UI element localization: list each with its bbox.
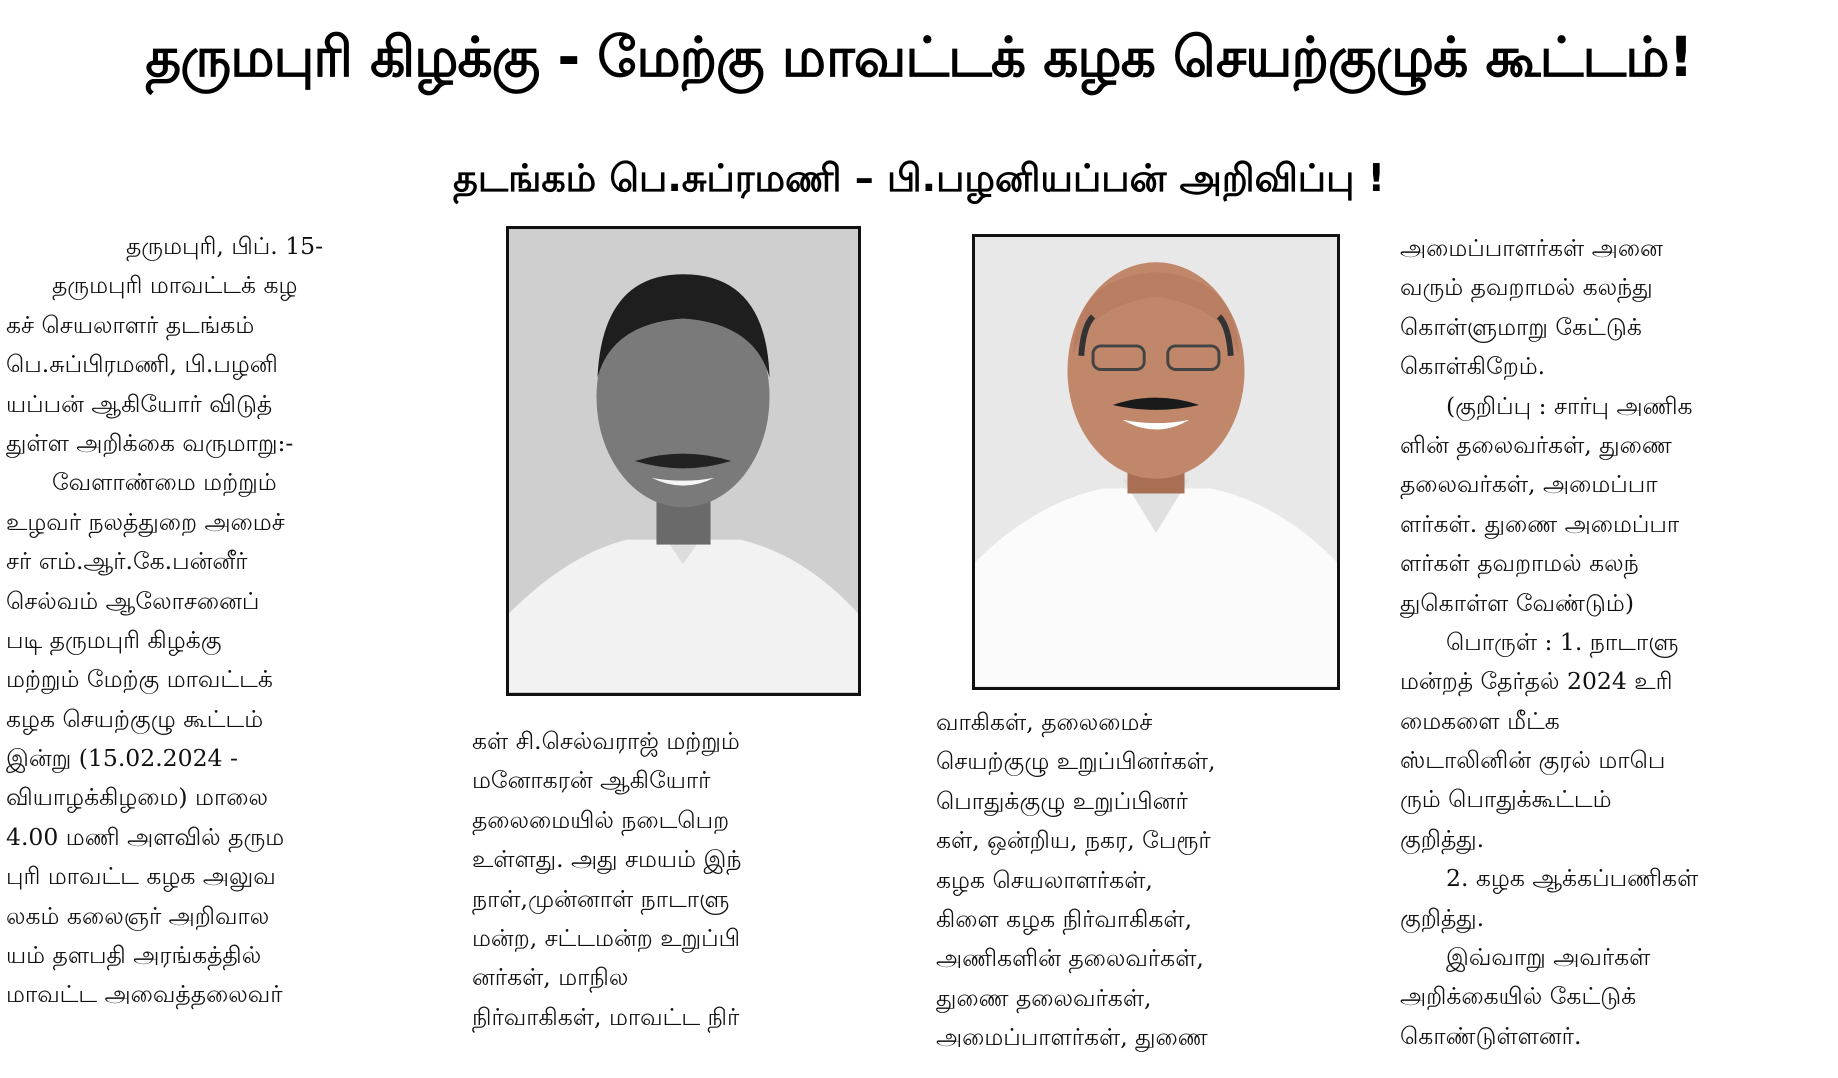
article-column-2 xyxy=(472,722,908,1037)
column-line: மாவட்ட அவைத்தலைவர் xyxy=(6,980,283,1009)
column-line: படி தருமபுரி கிழக்கு xyxy=(6,625,222,654)
column-line: செயற்குழு உறுப்பினர்கள், xyxy=(936,747,1216,776)
column-line: செல்வம் ஆலோசனைப் xyxy=(6,586,260,615)
column-line: அணிகளின் தலைவர்கள், xyxy=(936,944,1204,973)
column-line: மனோகரன் ஆகியோர் xyxy=(472,766,711,795)
column-line: வேளாண்மை மற்றும் xyxy=(52,468,277,497)
column-line: மற்றும் மேற்கு மாவட்டக் xyxy=(6,665,273,694)
column-line: ளர்கள் தவறாமல் கலந் xyxy=(1400,549,1639,578)
column-line: துள்ள அறிக்கை வருமாறு:- xyxy=(6,428,294,457)
column-line: பொதுக்குழு உறுப்பினர் xyxy=(936,786,1188,815)
column-line: வரும் தவறாமல் கலந்து xyxy=(1400,273,1653,302)
headline: தருமபுரி கிழக்கு - மேற்கு மாவட்டக் கழக செயற்குழுக் கூட்டம்! xyxy=(145,25,1693,89)
dateline: தருமபுரி, பிப். 15- xyxy=(126,232,324,260)
column-line: நிர்வாகிகள், மாவட்ட நிர் xyxy=(472,1002,740,1031)
article-column-1 xyxy=(6,227,446,1015)
article-column-4 xyxy=(1400,229,1832,1056)
column-line: கொண்டுள்ளனர். xyxy=(1400,1021,1582,1050)
column-line: வியாழக்கிழமை) மாலை xyxy=(6,783,268,812)
column-line: தலைமையில் நடைபெற xyxy=(472,805,730,834)
column-line: நாள்,முன்னாள் நாடாளு xyxy=(472,884,730,913)
column-line: இவ்வாறு அவர்கள் xyxy=(1446,943,1651,972)
column-line: அறிக்கையில் கேட்டுக் xyxy=(1400,982,1637,1011)
portrait-silhouette-2 xyxy=(975,237,1337,687)
column-line: சர் எம்.ஆர்.கே.பன்னீர் xyxy=(6,547,248,576)
column-line: பெ.சுப்பிரமணி, பி.பழனி xyxy=(6,350,278,379)
column-line: துகொள்ள வேண்டும்) xyxy=(1400,588,1634,617)
column-line: னர்கள், மாநில xyxy=(472,963,629,992)
column-line: கழக செயலாளர்கள், xyxy=(936,865,1153,894)
column-line: குறித்து. xyxy=(1400,824,1485,853)
column-line: கொள்கிறேம். xyxy=(1400,352,1546,381)
portrait-silhouette-1 xyxy=(509,229,858,693)
column-line: 4.00 மணி அளவில் தரும xyxy=(6,822,285,851)
column-line: கள் சி.செல்வராஜ் மற்றும் xyxy=(472,727,740,755)
column-line: தலைவர்கள், அமைப்பா xyxy=(1400,470,1658,499)
subheadline: தடங்கம் பெ.சுப்ரமணி – பி.பழனியப்பன் அறிவிப்பு ! xyxy=(453,156,1385,200)
column-line: 2. கழக ஆக்கப்பணிகள் xyxy=(1446,864,1699,893)
column-line: மைகளை மீட்க xyxy=(1400,706,1560,735)
portrait-photo-1 xyxy=(506,226,861,696)
column-line: ரும் பொதுக்கூட்டம் xyxy=(1400,785,1612,814)
column-line: ளின் தலைவர்கள், துணை xyxy=(1400,430,1672,459)
column-line: கழக செயற்குழு கூட்டம் xyxy=(6,704,264,733)
column-line: கொள்ளுமாறு கேட்டுக் xyxy=(1400,312,1642,341)
portrait-photo-2 xyxy=(972,234,1340,690)
column-line: யம் தளபதி அரங்கத்தில் xyxy=(6,941,262,970)
column-line: குறித்து. xyxy=(1400,903,1485,932)
column-line: வாகிகள், தலைமைச் xyxy=(936,708,1153,736)
column-line: உள்ளது. அது சமயம் இந் xyxy=(472,845,742,874)
column-line: ளர்கள். துணை அமைப்பா xyxy=(1400,509,1680,538)
column-line: துணை தலைவர்கள், xyxy=(936,983,1152,1012)
column-line: உழவர் நலத்துறை அமைச் xyxy=(6,507,285,536)
column-line: மன்ற, சட்டமன்ற உறுப்பி xyxy=(472,923,741,952)
column-line: தருமபுரி மாவட்டக் கழ xyxy=(52,271,298,300)
column-line: அமைப்பாளர்கள் அனை xyxy=(1400,234,1663,262)
column-line: இன்று (15.02.2024 - xyxy=(6,744,238,773)
column-line: (குறிப்பு : சார்பு அணிக xyxy=(1446,391,1693,420)
column-line: லகம் கலைஞர் அறிவால xyxy=(6,901,270,930)
column-line: கள், ஒன்றிய, நகர, பேரூர் xyxy=(936,826,1211,855)
column-line: அமைப்பாளர்கள், துணை xyxy=(936,1023,1208,1052)
article-column-3 xyxy=(936,703,1368,1058)
column-line: கச் செயலாளர் தடங்கம் xyxy=(6,310,255,339)
column-line: யப்பன் ஆகியோர் விடுத் xyxy=(6,389,273,418)
column-line: மன்றத் தேர்தல் 2024 உரி xyxy=(1400,667,1673,696)
column-line: ஸ்டாலினின் குரல் மாபெ xyxy=(1400,746,1666,775)
column-line: புரி மாவட்ட கழக அலுவ xyxy=(6,862,276,891)
column-line: கிளை கழக நிர்வாகிகள், xyxy=(936,904,1193,933)
column-line: பொருள் : 1. நாடாளு xyxy=(1446,627,1679,656)
